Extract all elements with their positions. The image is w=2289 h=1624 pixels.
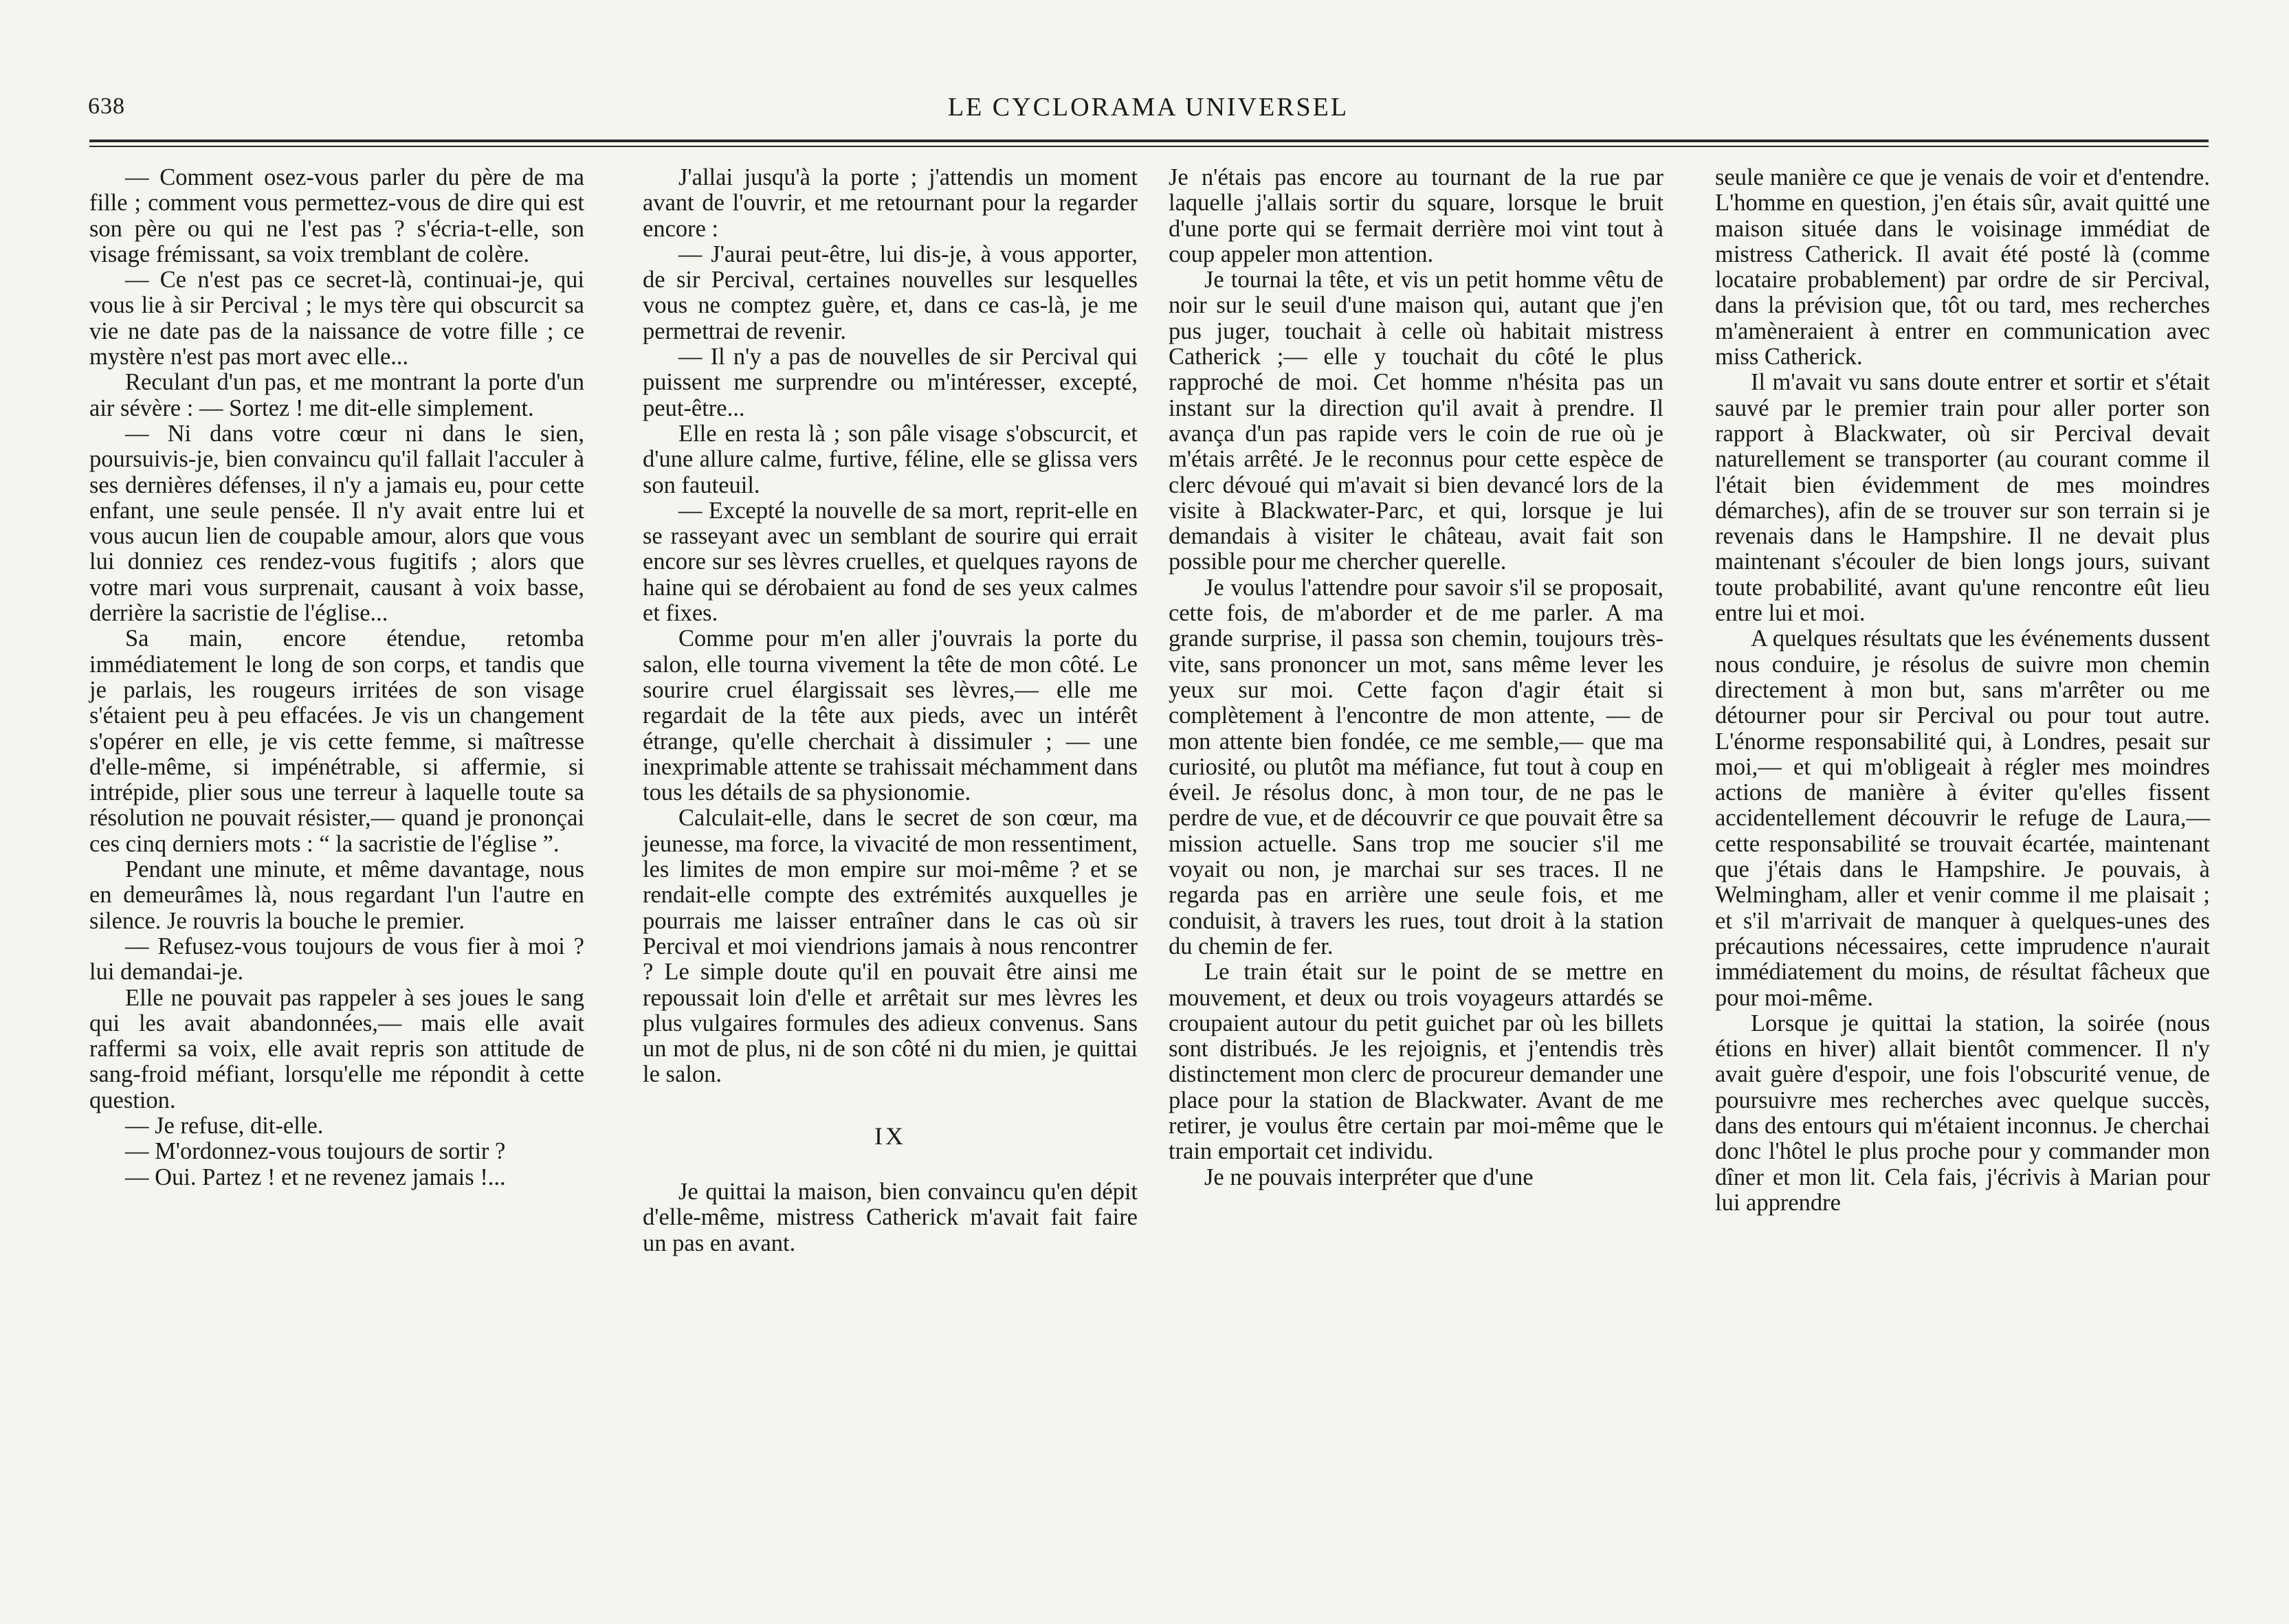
paragraph: Je ne pouvais interpréter que d'une [1204, 1164, 1534, 1190]
paragraph: — Ni dans votre cœur ni dans le sien, poursuivis-je, bien convaincu qu'il fallait l'acculer à ses dernières défenses, il n'y a jamais eu, pour cette enfant, une seule pensée. Il n'y avait entre lui et vous aucun lien de coupable amour, alors que vous lui donniez ces rendez-vous fugitifs ; alors que votre mari vous surprenait, causant à voix basse, derrière la sacristie de l'église... [89, 420, 584, 627]
paragraph-continued: Je n'étais pas encore au tournant de la rue par laquelle j'allais sortir du square, lorsque le bruit d'une porte qui se fermait derrière moi vint tout à coup appeler mon attention. [1169, 164, 1663, 267]
paragraph: Elle en resta là ; son pâle visage s'obscurcit, et d'une allure calme, furtive, féline, elle se glissa vers son fauteuil. [643, 420, 1138, 498]
paragraph: Je voulus l'attendre pour savoir s'il se proposait, cette fois, de m'aborder et de me parler. A ma grande surprise, il passa son chemin, toujours très-vite, sans prononcer un mot, sans même lever les yeux sur moi. Cette façon d'agir était si complètement à l'encontre de mon attente, — de mon attente bien fondée, ce me semble,— que ma curiosité, ou plutôt ma méfiance, fut tout à coup en éveil. Je résolus donc, à mon tour, de ne pas le perdre de vue, et de découvrir ce que pouvait être sa mission actuelle. Sans trop me soucier s'il me voyait ou non, je marchai sur ses traces. Il ne regarda pas en arrière une seule fois, et me conduisit, à travers les rues, tout droit à la station du chemin de fer. [1169, 574, 1663, 959]
paragraph: — Ce n'est pas ce secret-là, continuai-je, qui vous lie à sir Percival ; le mys tère qui obscurcit sa vie ne date pas de la naissance de votre fille ; ce mystère n'est pas mort avec elle... [89, 267, 584, 370]
text-column-1 [89, 165, 584, 1190]
paragraph: — J'aurai peut-être, lui dis-je, à vous apporter, de sir Percival, certaines nouvelles sur lesquelles vous ne comptez guère, et, dans ce cas-là, je me permettrai de revenir. [643, 241, 1138, 344]
paragraph: Reculant d'un pas, et me montrant la porte d'un air sévère : — Sortez ! me dit-elle simplement. [89, 369, 584, 421]
paragraph: Le train était sur le point de se mettre en mouvement, et deux ou trois voyageurs attardés se croupaient autour du petit guichet par où les billets sont distribués. Je les rejoignis, et j'entendis très distinctement mon clerc de procureur demander une place pour la station de Blackwater. Avant de me retirer, je voulus être certain par moi-même que le train emportait cet individu. [1169, 959, 1663, 1165]
paragraph: Elle ne pouvait pas rappeler à ses joues le sang qui les avait abandonnées,— mais elle avait raffermi sa voix, elle avait repris son attitude de sang-froid méfiant, lorsqu'elle me répondit à cette question. [89, 984, 584, 1113]
text-column-2 [643, 165, 1138, 1256]
paragraph: Calculait-elle, dans le secret de son cœur, ma jeunesse, ma force, la vivacité de mon ressentiment, les limites de mon empire sur moi-même ? et se rendait-elle compte des extrémités auxquelles je pourrais me laisser entraîner dans le cas où sir Percival et moi viendrions jamais à nous rencontrer ? Le simple doute qu'il en pouvait être ainsi me repoussait loin d'elle et arrêtait sur mes lèvres les plus vulgaires formules des adieux convenus. Sans un mot de plus, ni de son côté ni du mien, je quittai le salon. [643, 805, 1138, 1088]
chapter-heading: IX [874, 1122, 906, 1150]
running-title: LE CYCLORAMA UNIVERSEL [947, 93, 1349, 122]
paragraph: Je tournai la tête, et vis un petit homme vêtu de noir sur le seuil d'une maison qui, autant que j'en pus juger, touchait à celle où habitait mistress Catherick ;— elle y touchait du côté le plus rapproché de moi. Cet homme n'hésita pas un instant sur la direction qu'il avait à prendre. Il avança d'un pas rapide vers le coin de rue où je m'étais arrêté. Je le reconnus pour cette espèce de clerc dévoué qui m'avait si bien devancé lors de la visite à Blackwater-Parc, et qui, lorsque je lui demandais à visiter le château, avait fait son possible pour me chercher querelle. [1169, 267, 1663, 575]
page-header [88, 88, 2209, 129]
paragraph-continued: seule manière ce que je venais de voir et d'entendre. L'homme en question, j'en étais sûr, avait quitté une maison située dans le voisinage immédiat de mistress Catherick. Il avait été posté là (comme locataire probablement) par ordre de sir Percival, dans la prévision que, tôt ou tard, mes recherches m'amèneraient à entrer en communication avec miss Catherick. [1715, 164, 2210, 370]
page-number: 638 [88, 93, 125, 119]
paragraph: — M'ordonnez-vous toujours de sortir ? [125, 1138, 506, 1165]
paragraph: Je quittai la maison, bien convaincu qu'en dépit d'elle-même, mistress Catherick m'avait fait faire un pas en avant. [643, 1178, 1138, 1256]
paragraph: Pendant une minute, et même davantage, nous en demeurâmes là, nous regardant l'un l'autre en silence. Je rouvris la bouche le premier. [89, 856, 584, 934]
paragraph: Il m'avait vu sans doute entrer et sortir et s'était sauvé par le premier train pour aller porter son rapport à Blackwater, où sir Percival devait naturellement se transporter (au courant comme il l'était bien évidemment de mes moindres démarches), afin de se trouver sur son terrain si je revenais dans le Hampshire. Il ne devait plus maintenant s'écouler de bien longs jours, suivant toute probabilité, avant qu'une rencontre eût lieu entre lui et moi. [1715, 369, 2210, 627]
text-column-4 [1715, 165, 2210, 1216]
paragraph: — Oui. Partez ! et ne revenez jamais !... [125, 1164, 506, 1190]
header-rule-thick [89, 140, 2209, 142]
paragraph: J'allai jusqu'à la porte ; j'attendis un moment avant de l'ouvrir, et me retournant pour la regarder encore : [643, 164, 1138, 242]
paragraph: — Excepté la nouvelle de sa mort, reprit-elle en se rasseyant avec un semblant de sourire qui errait encore sur ses lèvres cruelles, et quelques rayons de haine qui se dérobaient au fond de ses yeux calmes et fixes. [643, 497, 1138, 627]
paragraph: — Comment osez-vous parler du père de ma fille ; comment vous permettez-vous de dire qui est son père ou qui ne l'est pas ? s'écria-t-elle, son visage frémissant, sa voix tremblant de colère. [89, 164, 584, 267]
paragraph: Comme pour m'en aller j'ouvrais la porte du salon, elle tourna vivement la tête de mon côté. Le sourire cruel élargissait ses lèvres,— elle me regardait de la tête aux pieds, avec un intérêt étrange, qu'elle cherchait à dissimuler ; — une inexprimable attente se trahissait méchamment dans tous les détails de sa physionomie. [643, 625, 1138, 806]
paragraph: — Je refuse, dit-elle. [125, 1112, 324, 1139]
paragraph: — Il n'y a pas de nouvelles de sir Percival qui puissent me surprendre ou m'intéresser, excepté, peut-être... [643, 344, 1138, 421]
paragraph: A quelques résultats que les événements dussent nous conduire, je résolus de suivre mon chemin directement à mon but, sans m'arrêter ou me détourner pour sir Percival ou pour tout autre. L'énorme responsabilité qui, à Londres, pesait sur moi,— et qui m'obligeait à régler mes moindres actions de manière à éviter qu'elles fissent accidentellement découvrir le refuge de Laura,— cette responsabilité se trouvait écartée, maintenant que j'étais dans le Hampshire. Je pouvais, à Welmingham, aller et venir comme il me plaisait ; et s'il m'arrivait de manquer à quelques-unes des précautions nécessaires, cette imprudence n'aurait immédiatement du moins, de résultat fâcheux que pour moi-même. [1715, 625, 2210, 1011]
paragraph: Lorsque je quittai la station, la soirée (nous étions en hiver) allait bientôt commencer. Il n'y avait guère d'espoir, une fois l'obscurité venue, de poursuivre mes recherches avec quelque succès, dans des entours qui m'étaient inconnus. Je cherchai donc l'hôtel le plus proche pour y commander mon dîner et mon lit. Cela fais, j'écrivis à Marian pour lui apprendre [1715, 1010, 2210, 1216]
paragraph: Sa main, encore étendue, retomba immédiatement le long de son corps, et tandis que je parlais, les rougeurs irritées de son visage s'étaient peu à peu effacées. Je vis un changement s'opérer en elle, je vis cette femme, si maîtresse d'elle-même, si impénétrable, si affermie, si intrépide, plier sous une terreur à laquelle toute sa résolution ne pouvait résister,— quand je prononçai ces cinq derniers mots : “ la sacristie de l'église ”. [89, 625, 584, 857]
paragraph: — Refusez-vous toujours de vous fier à moi ? lui demandai-je. [89, 933, 584, 986]
header-rule-thin [89, 146, 2209, 147]
text-column-3 [1169, 165, 1663, 1190]
